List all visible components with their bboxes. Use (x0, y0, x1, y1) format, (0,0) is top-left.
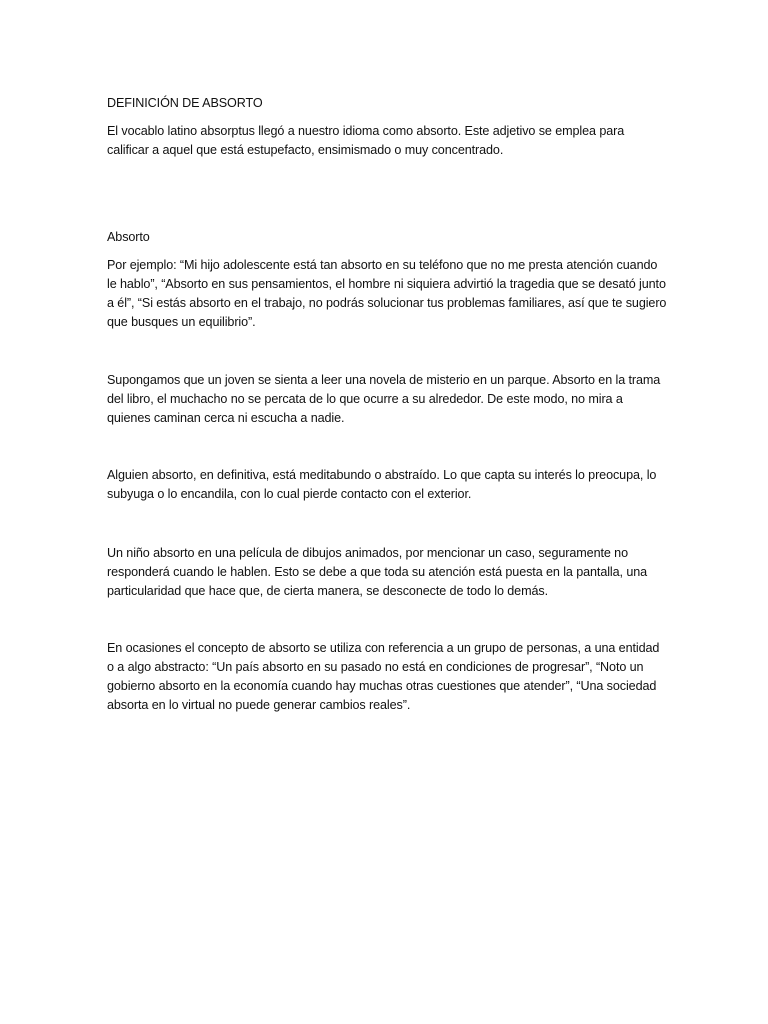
paragraph-examples: Por ejemplo: “Mi hijo adolescente está tan absorto en su teléfono que no me presta atención cuando le hablo”, “Absorto en sus pensamientos, el hombre ni siquiera advirtió la tragedia que se desató junto a él”, “Si estás absorto en el trabajo, no podrás solucionar tus problemas familiares, así que te sugiero que busques un equilibrio”. (107, 258, 667, 329)
paragraph-novel: Supongamos que un joven se sienta a leer una novela de misterio en un parque. Absorto en la trama del libro, el muchacho no se percata de lo que ocurre a su alrededor. De este modo, no mira a quienes caminan cerca ni escucha a nadie. (107, 373, 661, 425)
section-heading: Absorto (107, 230, 150, 244)
document-title: DEFINICIÓN DE ABSORTO (107, 96, 263, 110)
intro-paragraph: El vocablo latino absorptus llegó a nuestro idioma como absorto. Este adjetivo se emplea para calificar a aquel que está estupefacto, ensimismado o muy concentrado. (107, 124, 625, 157)
paragraph-definition: Alguien absorto, en definitiva, está meditabundo o abstraído. Lo que capta su interés lo preocupa, lo subyuga o lo encandila, con lo cual pierde contacto con el exterior. (107, 468, 657, 501)
paragraph-group: En ocasiones el concepto de absorto se utiliza con referencia a un grupo de personas, a una entidad o a algo abstracto: “Un país absorto en su pasado no está en condiciones de progresar”, “Noto un gobierno absorto en la economía cuando hay muchas otras cuestiones que atender”, “Una sociedad absorta en lo virtual no puede generar cambios reales”. (107, 641, 660, 712)
paragraph-child: Un niño absorto en una película de dibujos animados, por mencionar un caso, seguramente no responderá cuando le hablen. Esto se debe a que toda su atención está puesta en la pantalla, una particularidad que hace que, de cierta manera, se desconecte de todo lo demás. (107, 546, 648, 598)
